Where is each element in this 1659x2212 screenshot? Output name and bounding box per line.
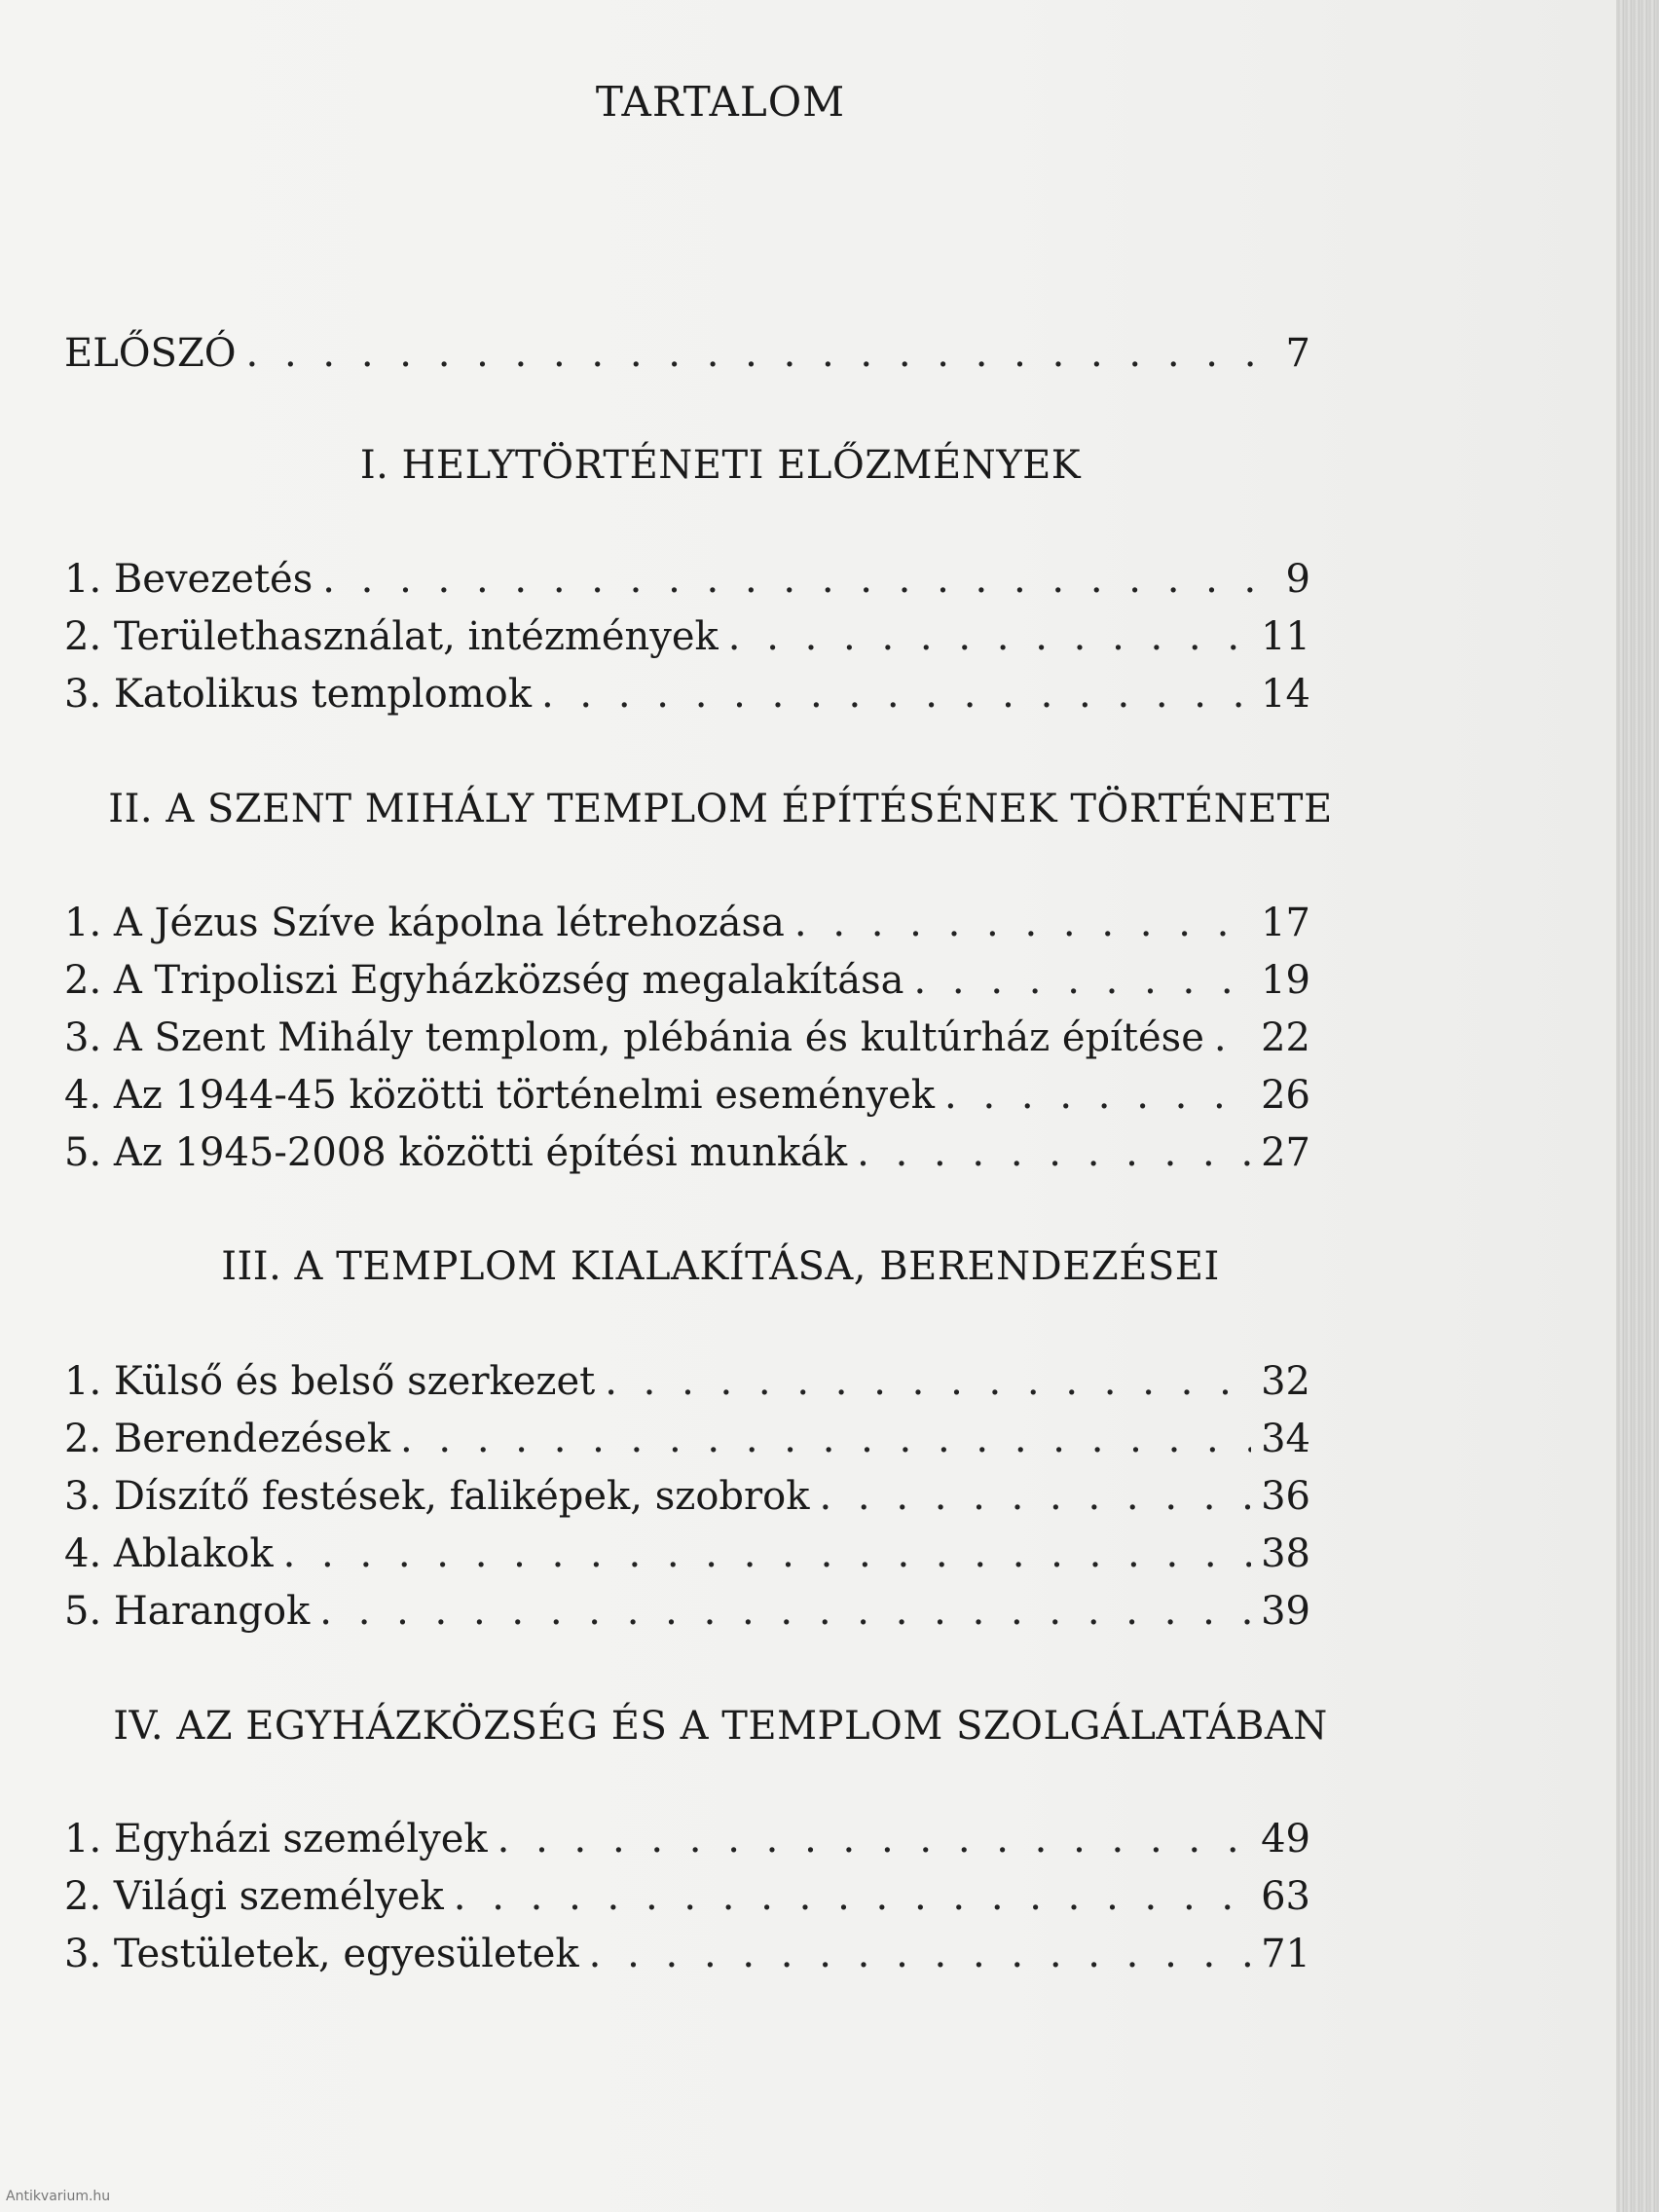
entry-label: 2. Világi személyek [64, 1874, 444, 1919]
toc-entry [64, 1874, 1310, 1929]
entry-label: 1. Bevezetés [64, 557, 313, 602]
entry-label: 5. Az 1945-2008 közötti építési munkák [64, 1130, 848, 1175]
toc-entry [64, 557, 1310, 611]
entry-label: 3. A Szent Mihály templom, plébánia és kultúrház építése [64, 1015, 1204, 1060]
dot-leader [589, 1932, 1251, 1976]
toc-title: TARTALOM [595, 78, 846, 126]
dot-leader [857, 1130, 1251, 1175]
dot-leader [246, 331, 1276, 376]
entry-label: 1. A Jézus Szíve kápolna létrehozása [64, 901, 785, 945]
entry-label: 4. Az 1944-45 közötti történelmi események [64, 1073, 936, 1118]
entry-page-number: 36 [1261, 1474, 1310, 1519]
toc-entry [64, 672, 1310, 726]
entry-page-number: 7 [1285, 331, 1310, 376]
entry-page-number: 71 [1261, 1932, 1310, 1976]
entry-page-number: 32 [1261, 1359, 1310, 1404]
dot-leader [454, 1874, 1251, 1919]
entry-page-number: 49 [1261, 1817, 1310, 1862]
dot-leader [794, 901, 1251, 945]
toc-entry [64, 1474, 1310, 1529]
entry-page-number: 27 [1261, 1130, 1310, 1175]
entry-page-number: 19 [1261, 958, 1310, 1003]
dot-leader [913, 958, 1251, 1003]
toc-entry [64, 901, 1310, 955]
section-heading-4: IV. AZ EGYHÁZKÖZSÉG ÉS A TEMPLOM SZOLGÁLATÁBAN [113, 1704, 1328, 1749]
entry-page-number: 14 [1261, 672, 1310, 717]
entry-page-number: 26 [1261, 1073, 1310, 1118]
dot-leader [541, 672, 1251, 717]
section-heading-1: I. HELYTÖRTÉNETI ELŐZMÉNYEK [359, 443, 1082, 488]
toc-entry [64, 1817, 1310, 1871]
entry-label: 3. Díszítő festések, faliképek, szobrok [64, 1474, 810, 1519]
entry-page-number: 63 [1261, 1874, 1310, 1919]
entry-page-number: 34 [1261, 1417, 1310, 1461]
dot-leader [400, 1417, 1251, 1461]
entry-label: 1. Külső és belső szerkezet [64, 1359, 596, 1404]
toc-entry [64, 1589, 1310, 1643]
dot-leader [605, 1359, 1251, 1404]
dot-leader [319, 1589, 1251, 1634]
toc-entry-foreword [64, 331, 1310, 386]
dot-leader [728, 614, 1251, 659]
dot-leader [322, 557, 1275, 602]
entry-label: 3. Katolikus templomok [64, 672, 532, 717]
dot-leader [944, 1073, 1251, 1118]
toc-entry [64, 1130, 1310, 1185]
toc-entry [64, 1531, 1310, 1586]
page-edge [1616, 0, 1659, 2212]
entry-page-number: 11 [1261, 614, 1310, 659]
toc-entry [64, 1073, 1310, 1127]
entry-page-number: 9 [1285, 557, 1310, 602]
toc-entry [64, 1932, 1310, 1986]
section-heading-3: III. A TEMPLOM KIALAKÍTÁSA, BERENDEZÉSEI [221, 1244, 1220, 1289]
dot-leader [1214, 1015, 1251, 1060]
entry-page-number: 22 [1261, 1015, 1310, 1060]
dot-leader [283, 1531, 1252, 1576]
toc-entry [64, 1015, 1310, 1070]
entry-page-number: 17 [1261, 901, 1310, 945]
entry-label: 2. A Tripoliszi Egyházközség megalakítása [64, 958, 904, 1003]
entry-label: 3. Testületek, egyesületek [64, 1932, 579, 1976]
section-heading-2: II. A SZENT MIHÁLY TEMPLOM ÉPÍTÉSÉNEK TÖRTÉNETE [108, 787, 1333, 831]
toc-entry [64, 1417, 1310, 1471]
watermark: Antikvarium.hu [6, 2189, 111, 2204]
entry-page-number: 39 [1261, 1589, 1310, 1634]
entry-label: 5. Harangok [64, 1589, 311, 1634]
dot-leader [498, 1817, 1251, 1862]
toc-entry [64, 1359, 1310, 1414]
entry-label: ELŐSZÓ [64, 331, 237, 376]
entry-label: 4. Ablakok [64, 1531, 274, 1576]
entry-label: 1. Egyházi személyek [64, 1817, 488, 1862]
entry-label: 2. Berendezések [64, 1417, 390, 1461]
entry-label: 2. Területhasználat, intézmények [64, 614, 719, 659]
entry-page-number: 38 [1261, 1531, 1310, 1576]
toc-entry [64, 614, 1310, 669]
dot-leader [819, 1474, 1251, 1519]
toc-entry [64, 958, 1310, 1013]
